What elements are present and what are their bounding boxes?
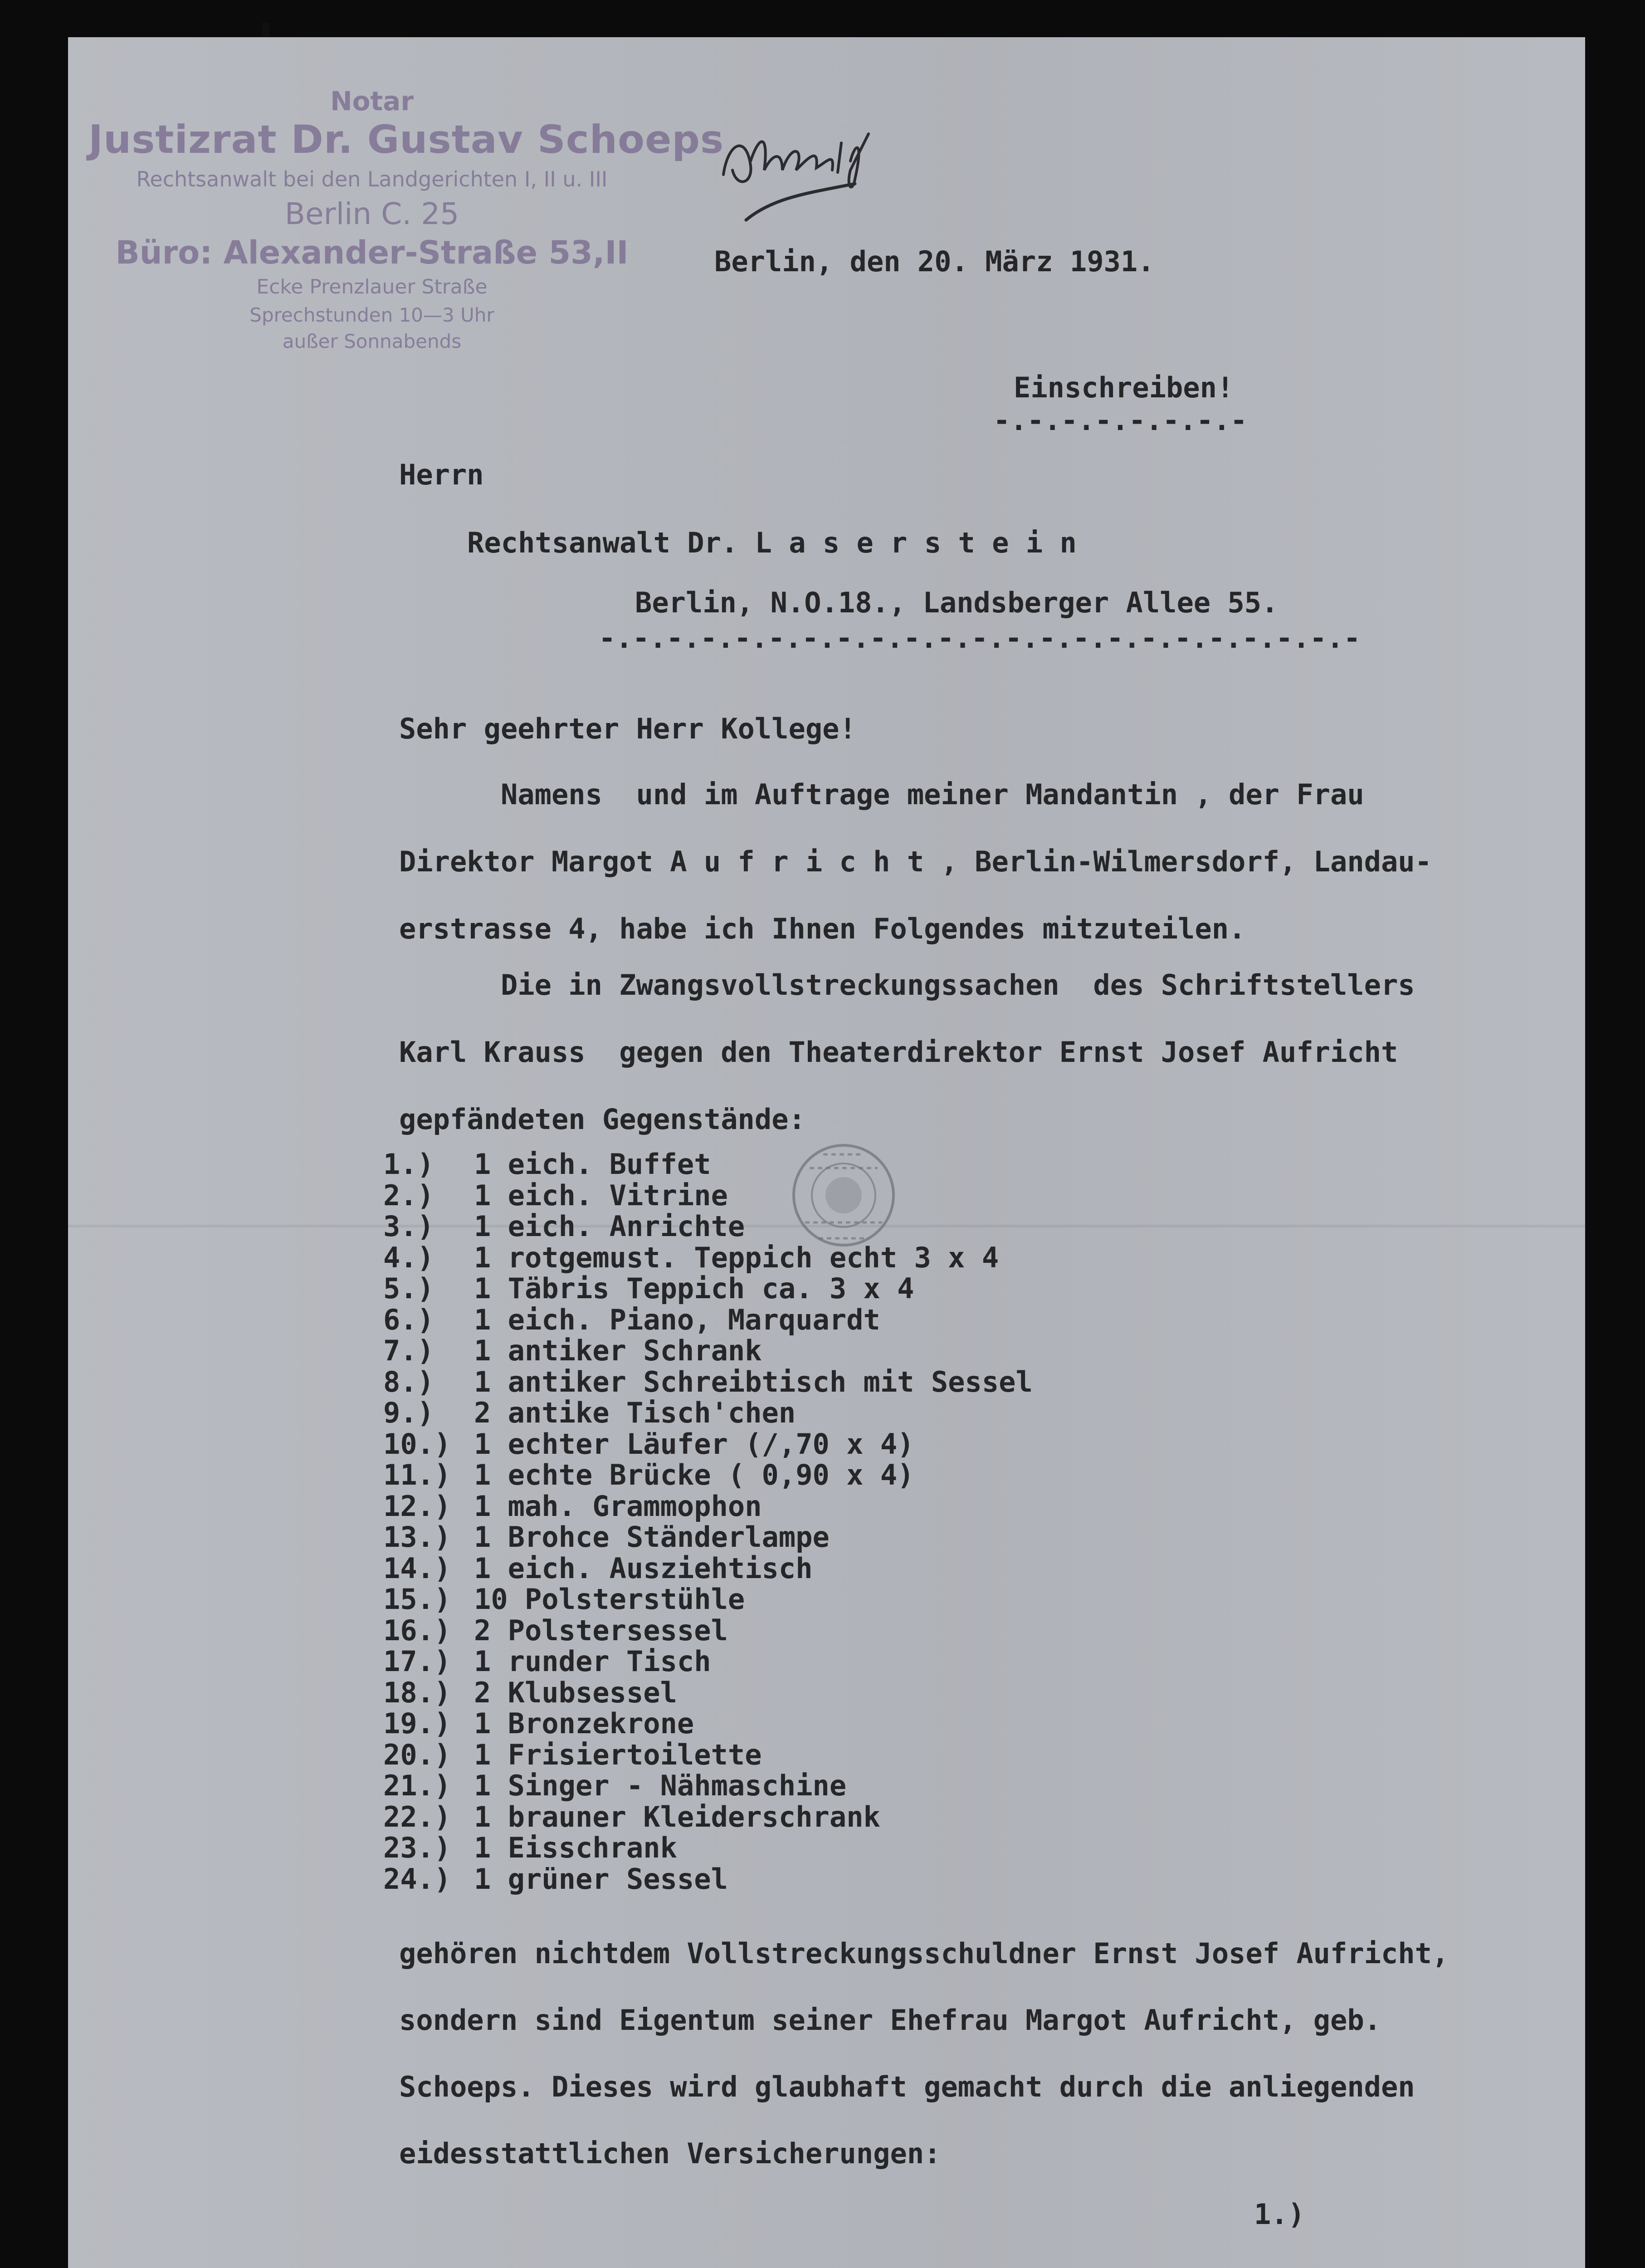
paragraph-line: Karl Krauss gegen den Theaterdirektor Ernst Josef Aufricht [399,1036,1398,1069]
list-item-text: 1 eich. Piano, Marquardt [474,1303,880,1336]
stamp-court: Rechtsanwalt bei den Landgerichten I, II u. III [136,167,608,191]
stamp-title: Notar [330,86,414,117]
paragraph-line: Die in Zwangsvollstreckungssachen des Schriftstellers [399,968,1415,1002]
list-item-number: 14.) [383,1551,451,1585]
letter-date: Berlin, den 20. März 1931. [714,245,1155,278]
list-item-number: 5.) [383,1272,434,1305]
list-item [383,1458,1033,1490]
list-item [383,1738,1033,1769]
list-item-number: 22.) [383,1800,451,1833]
list-item [383,1862,1033,1894]
list-item-number: 4.) [383,1241,434,1274]
list-item-text: 1 eich. Anrichte [474,1210,745,1243]
recipient-name: Rechtsanwalt Dr. L a s e r s t e i n [467,526,1077,559]
list-item-text: 1 echter Läufer (/,70 x 4) [474,1427,914,1461]
list-item [383,1769,1033,1800]
list-item [383,1520,1033,1552]
list-item-text: 1 eich. Buffet [474,1148,711,1181]
list-item-text: 1 Bronzekrone [474,1707,694,1740]
registered-underline: -.-.-.-.-.-.-.- [993,404,1247,437]
stamp-city: Berlin C. 25 [284,196,459,231]
list-item-number: 12.) [383,1489,451,1523]
list-item-number: 16.) [383,1613,451,1647]
list-item-number: 1.) [383,1148,434,1181]
list-item-text: 1 grüner Sessel [474,1862,728,1896]
list-item-number: 3.) [383,1210,434,1243]
list-item-text: 10 Polsterstühle [474,1583,745,1616]
list-item [383,1179,1033,1210]
list-item-number: 2.) [383,1178,434,1212]
list-item [383,1365,1033,1397]
list-item-number: 7.) [383,1334,434,1367]
list-item-text: 2 Klubsessel [474,1676,677,1709]
seized-items-list [383,1148,1033,1896]
stamp-name: Justizrat Dr. Gustav Schoeps [88,117,724,162]
list-item-number: 17.) [383,1645,451,1678]
list-item-number: 8.) [383,1365,434,1398]
list-item-text: 1 antiker Schreibtisch mit Sessel [474,1365,1033,1398]
page-continuation-marker: 1.) [1254,2198,1305,2231]
list-item-text: 1 Täbris Teppich ca. 3 x 4 [474,1272,914,1305]
salutation-prefix: Herrn [399,458,484,491]
list-item-text: 1 mah. Grammophon [474,1489,762,1523]
list-item-text: 1 Frisiertoilette [474,1738,762,1771]
list-item-text: 1 Eisschrank [474,1831,677,1864]
list-item-text: 1 runder Tisch [474,1645,711,1678]
list-item [383,1831,1033,1862]
recipient-address: Berlin, N.O.18., Landsberger Allee 55. [635,586,1279,619]
registered-mail-note: Einschreiben! [1014,371,1234,404]
paragraph-line: Direktor Margot A u f r i c h t , Berlin-Wilmersdorf, Landau- [399,845,1432,878]
handwritten-abschrift-note [719,116,882,238]
list-item [383,1427,1033,1459]
list-item-number: 6.) [383,1303,434,1336]
stamp-hours: Sprechstunden 10—3 Uhr [249,304,494,326]
list-item-text: 1 brauner Kleiderschrank [474,1800,880,1833]
list-item-number: 19.) [383,1707,451,1740]
paragraph-line: gehören nichtdem Vollstreckungsschuldner Ernst Josef Aufricht, [399,1937,1449,1970]
list-item [383,1707,1033,1738]
list-item-number: 11.) [383,1458,451,1491]
paragraph-line: Schoeps. Dieses wird glaubhaft gemacht durch die anliegenden [399,2070,1415,2103]
list-item [383,1303,1033,1334]
stamp-office: Büro: Alexander-Straße 53,II [115,234,629,271]
paragraph-line: gepfändeten Gegenstände: [399,1103,805,1136]
list-item-text: 1 eich. Vitrine [474,1178,728,1212]
notary-letterhead-stamp [88,86,724,355]
list-item-text: 2 Polstersessel [474,1613,728,1647]
paragraph-line: Namens und im Auftrage meiner Mandantin , der Frau [399,778,1364,811]
list-item-text: 1 antiker Schrank [474,1334,762,1367]
list-item-text: 1 echte Brücke ( 0,90 x 4) [474,1458,914,1491]
list-item [383,1241,1033,1272]
stamp-corner: Ecke Prenzlauer Straße [256,275,488,298]
list-item [383,1614,1033,1645]
list-item-number: 20.) [383,1738,451,1771]
stamp-hours-note: außer Sonnabends [282,330,462,352]
list-item [383,1583,1033,1614]
paragraph-line: eidesstattlichen Versicherungen: [399,2137,941,2170]
closing-paragraph [399,1937,1449,2204]
list-item-text: 1 Singer - Nähmaschine [474,1769,847,1802]
list-item-number: 18.) [383,1676,451,1709]
list-item-number: 15.) [383,1583,451,1616]
address-underline: -.-.-.-.-.-.-.-.-.-.-.-.-.-.-.-.-.-.-.-.-.-.- [599,621,1361,655]
list-item [383,1210,1033,1241]
list-item-text: 2 antike Tisch'chen [474,1396,796,1429]
paragraph-line: sondern sind Eigentum seiner Ehefrau Margot Aufricht, geb. [399,2004,1381,2037]
list-item [383,1645,1033,1676]
list-item [383,1552,1033,1583]
list-item [383,1676,1033,1707]
greeting: Sehr geehrter Herr Kollege! [399,712,856,745]
list-item [383,1800,1033,1832]
list-item [383,1272,1033,1303]
list-item [383,1148,1033,1179]
list-item-number: 23.) [383,1831,451,1864]
list-item [383,1490,1033,1521]
list-item-number: 10.) [383,1427,451,1461]
list-item-number: 13.) [383,1520,451,1554]
list-item [383,1396,1033,1427]
list-item-number: 9.) [383,1396,434,1429]
paragraph-1 [399,778,1542,979]
list-item-number: 24.) [383,1862,451,1896]
list-item-number: 21.) [383,1769,451,1802]
list-item [383,1334,1033,1365]
paragraph-line: erstrasse 4, habe ich Ihnen Folgendes mitzuteilen. [399,912,1246,945]
paragraph-2 [399,968,1415,1170]
list-item-text: 1 eich. Ausziehtisch [474,1551,813,1585]
list-item-text: 1 Brohce Ständerlampe [474,1520,830,1554]
list-item-text: 1 rotgemust. Teppich echt 3 x 4 [474,1241,999,1274]
